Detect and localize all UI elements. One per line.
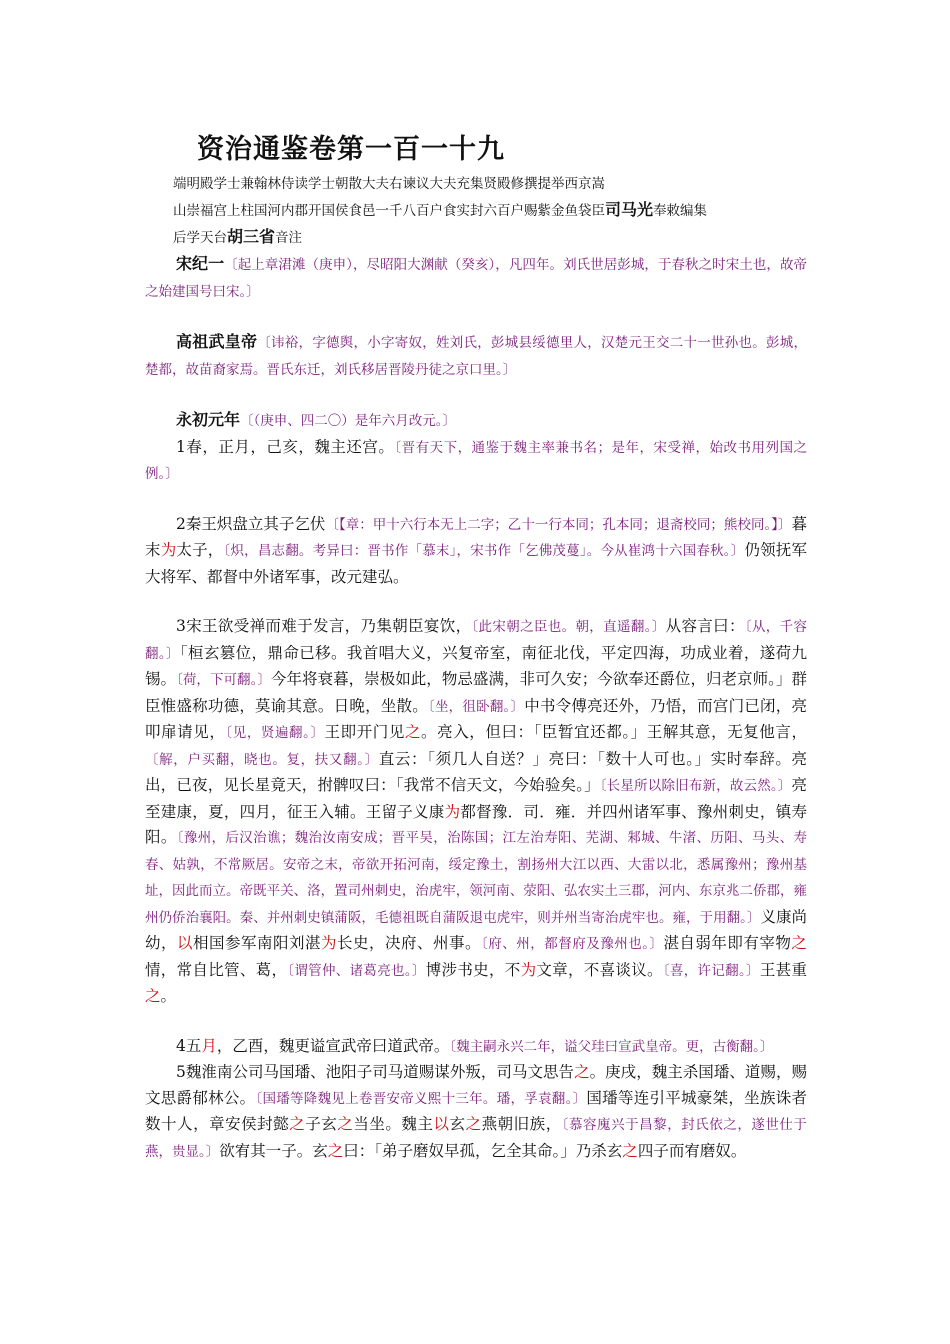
highlighted-char: 之 bbox=[337, 1115, 354, 1133]
section-heading: 永初元年 bbox=[176, 410, 241, 429]
main-text: 子玄 bbox=[305, 1115, 338, 1133]
annotation-note: 〔魏主嗣永兴二年，谥父珪曰宣武皇帝。更，古衡翻。〕 bbox=[449, 1038, 774, 1055]
main-text: 亮至建康，夏，四月，征王入辅。王留子义康 bbox=[145, 776, 807, 821]
annotation-note: 〔从，千容翻。〕 bbox=[145, 619, 807, 662]
annotation-note: 〔荷，下可翻。〕 bbox=[176, 672, 271, 688]
annotation-note: 〔长星所以除旧布新，故云然。〕 bbox=[599, 778, 792, 794]
main-text: 。亮入，但曰：「臣暂宜还都。」王解其意，无复他言， bbox=[421, 723, 807, 741]
annotation-note: 〔府、州，都督府及豫州也。〕 bbox=[480, 936, 664, 952]
main-text: 义康尚幼， bbox=[145, 907, 807, 952]
highlighted-char: 以 bbox=[177, 934, 193, 952]
highlighted-char: 之 bbox=[574, 1063, 590, 1081]
author-name: 司马光 bbox=[605, 200, 654, 219]
main-text: ，乙酉，魏更谥宣武帝曰道武帝。 bbox=[216, 1036, 450, 1055]
credit-line bbox=[173, 197, 807, 224]
text-paragraph bbox=[145, 329, 807, 383]
document-body bbox=[145, 251, 807, 1165]
highlighted-char: 为 bbox=[444, 802, 461, 821]
annotation-note: 〔炽，昌志翻。考异曰：晋书作「慕末」，宋书作「乞佛茂蔓」。今从崔鸿十六国春秋。〕 bbox=[223, 543, 745, 559]
highlighted-char: 之 bbox=[791, 934, 807, 952]
main-text: 王即开门见 bbox=[324, 723, 405, 741]
main-text: 「桓玄篡位，鼎命已移。我首唱大义，兴复帝室，南征北伐，平定四海，功成业着，遂荷九锡。 bbox=[145, 643, 808, 688]
main-text: 曰：「弟子磨奴早孤，乞全其命。」乃杀玄 bbox=[343, 1141, 623, 1160]
highlighted-char: 为 bbox=[520, 960, 537, 979]
highlighted-char: 为 bbox=[160, 541, 177, 559]
credit-text: 音注 bbox=[275, 230, 303, 246]
main-text: 太子， bbox=[176, 541, 224, 559]
paragraph-gap bbox=[145, 305, 807, 329]
main-text: 文章，不喜谈议。 bbox=[536, 960, 663, 979]
highlighted-char: 月 bbox=[201, 1036, 217, 1055]
annotation-note: 〔（庚申、四二〇）是年六月改元。〕 bbox=[240, 413, 457, 429]
text-paragraph bbox=[145, 251, 807, 305]
text-paragraph bbox=[145, 1060, 807, 1165]
text-paragraph bbox=[145, 512, 807, 591]
credit-text: 端明殿学士兼翰林侍读学士朝散大夫右谏议大夫充集贤殿修撰提举西京嵩 bbox=[173, 176, 605, 192]
text-paragraph bbox=[145, 435, 807, 488]
annotation-note: 〔晋有天下，通鉴于魏主率兼书名；是年，宋受禅，始改书用列国之例。〕 bbox=[145, 439, 807, 482]
main-text: 王甚重 bbox=[759, 960, 807, 979]
main-text: 相国参军南阳刘湛 bbox=[193, 934, 321, 952]
credit-line bbox=[173, 172, 807, 197]
annotation-note: 〔国璠等降魏见上卷晋安帝义熙十三年。璠，孚袁翻。〕 bbox=[255, 1090, 587, 1107]
main-text: 玄 bbox=[449, 1115, 466, 1133]
main-text: 都督豫．司．雍．并四州诸军事、豫州刺史，镇寿阳。 bbox=[145, 802, 807, 846]
paragraph-gap bbox=[145, 1010, 807, 1034]
annotation-note: 〔起上章涒滩（庚申），尽昭阳大渊献（癸亥），凡四年。刘氏世居彭城，于春秋之时宋土也，故帝之始建国号曰宋。〕 bbox=[145, 257, 807, 300]
section-heading: 宋纪一 bbox=[176, 254, 225, 273]
main-text: 1春，正月，己亥，魏主还宫。 bbox=[176, 437, 395, 456]
main-text: 暮末 bbox=[145, 514, 807, 559]
highlighted-char: 之 bbox=[465, 1115, 482, 1133]
credit-block bbox=[145, 172, 807, 251]
credit-line bbox=[173, 224, 807, 251]
main-text: 2秦王炽盘立其子乞伏 bbox=[176, 514, 326, 533]
highlighted-char: 之 bbox=[289, 1115, 306, 1133]
main-text: 博涉书史，不 bbox=[425, 960, 521, 979]
main-text: 。庚戌，魏主杀国璠、道赐，赐文思爵郁林公。 bbox=[145, 1063, 807, 1107]
author-name: 胡三省 bbox=[227, 227, 276, 246]
credit-text: 奉敕编集 bbox=[653, 203, 708, 219]
annotation-note: 〔慕容廆兴于昌黎，封氏依之，遂世仕于燕，贵显。〕 bbox=[145, 1117, 807, 1160]
text-paragraph bbox=[145, 614, 807, 1010]
highlighted-char: 之 bbox=[145, 987, 161, 1005]
paragraph-gap bbox=[145, 488, 807, 512]
section-heading: 高祖武皇帝 bbox=[176, 332, 258, 351]
main-text: 湛自弱年即有宰物 bbox=[663, 934, 792, 952]
main-text: 今年将衰暮，崇极如此，物忌盛满，非可久安；今欲奉还爵位，归老京师。」群臣惟盛称功德，莫谕其意。日晚，坐散。 bbox=[145, 670, 807, 715]
highlighted-char: 之 bbox=[622, 1141, 638, 1160]
credit-text: 山崇福宫上柱国河内郡开国侯食邑一千八百户食实封六百户赐紫金鱼袋臣 bbox=[173, 203, 605, 219]
highlighted-char: 为 bbox=[320, 934, 337, 952]
main-text: 5魏淮南公司马国璠、池阳子司马道赐谋外叛，司马文思告 bbox=[176, 1063, 575, 1081]
text-paragraph bbox=[145, 407, 807, 435]
annotation-note: 〔喜，许记翻。〕 bbox=[662, 962, 760, 979]
main-text: 当坐。魏主 bbox=[353, 1115, 434, 1133]
main-text: 从容言曰： bbox=[665, 617, 745, 635]
highlighted-char: 之 bbox=[404, 723, 422, 741]
credit-text: 后学天台 bbox=[173, 230, 227, 246]
main-text: 直云：「须几人自送？」亮曰：「数十人可也。」实时奉辞。亮出，已夜，见长星竟天，拊髀叹曰：「我常不信天文，今始验矣。」 bbox=[145, 749, 807, 794]
annotation-note: 〔解，户买翻，晓也。复，扶又翻。〕 bbox=[145, 751, 379, 768]
text-paragraph bbox=[145, 1034, 807, 1061]
main-text: 四子而宥磨奴。 bbox=[637, 1141, 747, 1160]
main-text: 3宋王欲受禅而难于发言，乃集朝臣宴饮， bbox=[176, 617, 472, 635]
main-text: 仍领抚军大将军、都督中外诸军事，改元建弘。 bbox=[145, 541, 807, 586]
annotation-note: 〔【章：甲十六行本无上二字；乙十一行本同；孔本同；退斋校同；熊校同。】〕 bbox=[325, 516, 792, 533]
annotation-note: 〔讳裕，字德舆，小字寄奴，姓刘氏，彭城县绥德里人，汉楚元王交二十一世孙也。彭城，楚都，故苗裔家焉。晋氏东迁，刘氏移居晋陵丹徒之京口里。〕 bbox=[145, 335, 807, 378]
highlighted-char: 之 bbox=[327, 1141, 344, 1160]
annotation-note: 〔豫州，后汉治谯；魏治汝南安成；晋平吴，治陈国；江左治寿阳、芜湖、邾城、牛渚、历阳、马头、寿春、姑孰，不常厥居。安帝之末，帝欲开拓河南，绥定豫土，割扬州大江以西、大雷以北，悉属豫州；豫州基址，因此而立。帝既平关、洛，置司州刺史，治虎牢，领河南、荥阳、弘农实土三郡，河内、东京兆二侨郡，雍州仍侨治襄阳。秦、并州刺史镇蒲阪，毛德祖既自蒲阪退屯虎牢，则并州当寄治虎牢也。雍，于用翻。〕 bbox=[145, 830, 807, 926]
main-text: 长史，决府、州事。 bbox=[336, 934, 481, 952]
main-text: 燕朝旧族， bbox=[481, 1115, 562, 1133]
main-text: 国璠等连引平城豪桀，坐族诛者数十人，章安侯封懿 bbox=[145, 1088, 807, 1133]
main-text: 中书令傅亮还外，乃悟，而宫门已闭，亮叩扉请见， bbox=[145, 696, 807, 741]
annotation-note: 〔此宋朝之臣也。朝，直遥翻。〕 bbox=[471, 619, 666, 635]
main-text: 情，常自比管、葛， bbox=[145, 960, 288, 979]
annotation-note: 〔谓管仲、诸葛亮也。〕 bbox=[287, 962, 426, 979]
highlighted-char: 以 bbox=[433, 1115, 450, 1133]
paragraph-gap bbox=[145, 383, 807, 407]
main-text: 4五 bbox=[176, 1036, 202, 1055]
page-title: 资治通鉴卷第一百一十九 bbox=[197, 134, 505, 165]
document-page bbox=[145, 128, 807, 1165]
paragraph-gap bbox=[145, 590, 807, 614]
main-text: 。 bbox=[160, 987, 177, 1005]
main-text: 欲宥其一子。玄 bbox=[219, 1141, 328, 1160]
annotation-note: 〔坐，徂卧翻。〕 bbox=[427, 698, 525, 715]
annotation-note: 〔见，贤遍翻。〕 bbox=[225, 725, 325, 741]
